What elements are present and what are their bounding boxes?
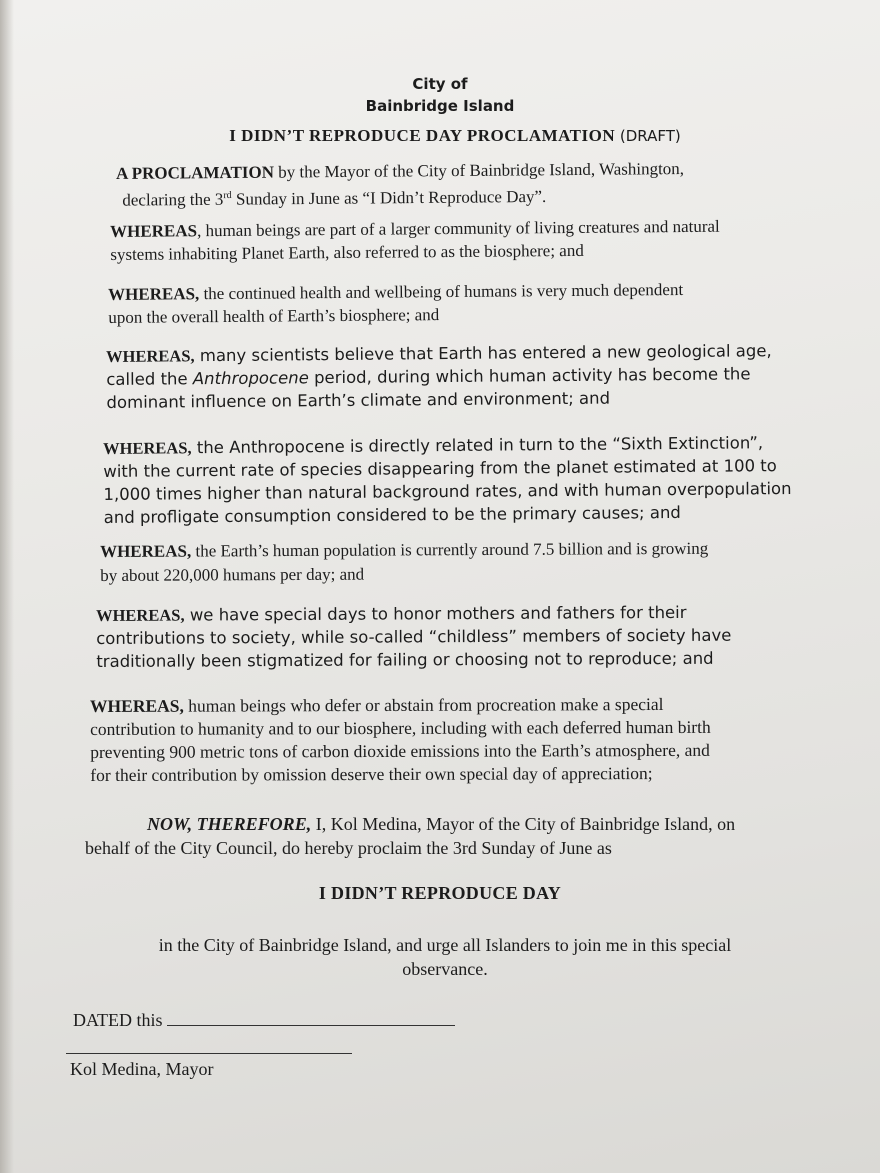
whereas-7-line4: for their contribution by omission deserve their own special day of appreciation; <box>90 763 653 785</box>
whereas-4-keyword: WHEREAS, <box>103 438 192 458</box>
intro-paragraph <box>116 156 756 211</box>
dated-label: DATED this <box>73 1010 163 1030</box>
closing-paragraph <box>100 933 790 981</box>
closing-line2: observance. <box>402 959 488 979</box>
document-title <box>150 124 760 148</box>
whereas-1-line2: systems inhabiting Planet Earth, also referred to as the biosphere; and <box>110 240 584 264</box>
whereas-7-line3: preventing 900 metric tons of carbon dioxide emissions into the Earth’s atmosphere, and <box>90 739 710 762</box>
dated-row <box>73 1007 493 1032</box>
day-title: I DIDN’T REPRODUCE DAY <box>318 883 562 903</box>
resolution-keyword: NOW, THEREFORE, <box>147 814 312 834</box>
whereas-6-line2: contributions to society, while so-called “childless” members of society have <box>96 625 732 648</box>
whereas-2-keyword: WHEREAS, <box>108 284 200 304</box>
city-heading <box>300 73 580 117</box>
whereas-3-line1-text: many scientists believe that Earth has entered a new geological age, <box>194 341 772 366</box>
intro-line2-sup: rd <box>223 189 232 202</box>
whereas-1-line1-text: , human beings are part of a larger community of living creatures and natural <box>196 216 720 241</box>
closing-line1: in the City of Bainbridge Island, and urge all Islanders to join me in this special <box>158 935 732 955</box>
whereas-4-line1-text: the Anthropocene is directly related in turn to the “Sixth Extinction”, <box>191 433 764 458</box>
intro-line2-post: Sunday in June as “I Didn’t Reproduce Day”. <box>231 186 547 209</box>
whereas-7-keyword: WHEREAS, <box>90 695 184 716</box>
whereas-5-line1-text: the Earth’s human population is currently around 7.5 billion and is growing <box>191 538 709 561</box>
whereas-paragraph-3 <box>106 339 807 414</box>
whereas-5-keyword: WHEREAS, <box>100 541 192 561</box>
whereas-7-line1 <box>90 692 820 718</box>
whereas-2-line1-text: the continued health and wellbeing of humans is very much dependent <box>199 279 684 304</box>
intro-line2 <box>116 179 756 211</box>
city-heading-line2: Bainbridge Island <box>365 97 515 115</box>
intro-line1-text: by the Mayor of the City of Bainbridge Island, Washington, <box>273 159 685 182</box>
whereas-5-line1 <box>100 536 800 564</box>
whereas-3-line2-pre: called the <box>106 369 193 389</box>
whereas-2-line2: upon the overall health of Earth’s biosphere; and <box>108 305 440 327</box>
resolution-line1 <box>85 812 815 836</box>
whereas-4-line4: and profligate consumption considered to be the primary causes; and <box>103 502 681 527</box>
whereas-paragraph-4 <box>103 431 804 529</box>
resolution-line1-text: I, Kol Medina, Mayor of the City of Bainbridge Island, on <box>311 814 736 834</box>
whereas-7-line1-text: human beings who defer or abstain from procreation make a special <box>183 693 664 716</box>
draft-label: (DRAFT) <box>615 127 681 145</box>
whereas-3-line2-italic: Anthropocene <box>192 368 309 389</box>
whereas-4-line3: 1,000 times higher than natural background rates, and with human overpopulation <box>103 478 792 504</box>
whereas-3-keyword: WHEREAS, <box>106 346 195 366</box>
date-blank-line <box>167 1007 455 1026</box>
whereas-1-keyword: WHEREAS <box>110 221 198 241</box>
whereas-3-line2-post: period, during which human activity has become the <box>308 364 751 388</box>
resolution-line2: behalf of the City Council, do hereby proclaim the 3rd Sunday of June as <box>85 838 612 858</box>
whereas-paragraph-6 <box>96 600 776 673</box>
whereas-paragraph-5 <box>100 536 800 588</box>
city-heading-line1: City of <box>412 75 468 93</box>
whereas-5-line2: by about 220,000 humans per day; and <box>100 564 365 585</box>
whereas-4-line2: with the current rate of species disappearing from the planet estimated at 100 to <box>103 456 777 481</box>
whereas-3-line3: dominant influence on Earth’s climate and environment; and <box>106 388 611 412</box>
whereas-6-line1-text: we have special days to honor mothers and fathers for their <box>184 602 687 625</box>
whereas-paragraph-1 <box>110 214 790 266</box>
resolution-paragraph <box>85 812 815 860</box>
signature-line <box>66 1053 352 1054</box>
whereas-7-line2: contribution to humanity and to our biosphere, including with each deferred human birth <box>90 716 711 739</box>
whereas-paragraph-7 <box>90 692 820 787</box>
signatory-name: Kol Medina, Mayor <box>70 1059 214 1079</box>
intro-line2-pre: declaring the 3 <box>122 189 224 210</box>
whereas-6-keyword: WHEREAS, <box>96 605 185 625</box>
whereas-6-line3: traditionally been stigmatized for failing or choosing not to reproduce; and <box>96 648 714 671</box>
document-title-main: I DIDN’T REPRODUCE DAY PROCLAMATION <box>229 126 616 145</box>
whereas-paragraph-2 <box>108 277 788 329</box>
intro-lead: A PROCLAMATION <box>116 162 275 183</box>
